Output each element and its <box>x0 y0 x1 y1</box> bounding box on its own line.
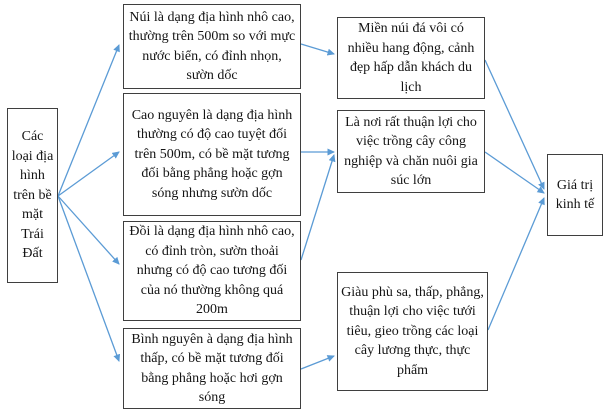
node-outcome-gia-tri-kinh-te: Giá trị kinh tế <box>547 154 603 236</box>
node-terrain-cao-nguyen: Cao nguyên là dạng địa hình thường có độ cao tuyệt đối trên 500m, có bề mặt tương đối bằng phẳng hoặc gợn sóng nhưng sườn dốc <box>123 93 301 216</box>
arrow-doi-to-trong-cay <box>301 155 334 260</box>
node-terrain-nui: Núi là dạng địa hình nhô cao, thường trên 500m so với mực nước biển, có đỉnh nhọn, sườn dốc <box>123 4 301 89</box>
arrow-trong-cay-to-gia-tri <box>485 152 544 193</box>
node-value-trong-cay: Là nơi rất thuận lợi cho việc trồng cây công nghiệp và chăn nuôi gia súc lớn <box>337 110 485 193</box>
node-value-phu-sa: Giàu phù sa, thấp, phẳng, thuận lợi cho việc tưới tiêu, gieo trồng các loại cây lương thực, thực phẩm <box>337 272 488 391</box>
arrow-phu-sa-to-gia-tri <box>488 198 544 330</box>
arrow-mien-nui-to-gia-tri <box>485 60 544 189</box>
arrow-root-to-doi <box>58 196 119 264</box>
node-value-mien-nui: Miền núi đá vôi có nhiều hang động, cảnh đẹp hấp dẫn khách du lịch <box>337 17 485 99</box>
node-root-terrain-types: Các loại địa hình trên bề mặt Trái Đất <box>7 108 58 283</box>
arrow-root-to-binh-nguyen <box>58 196 119 361</box>
node-terrain-doi: Đồi là dạng địa hình nhô cao, có đỉnh tròn, sườn thoải nhưng có độ cao tương đối của nó thường không quá 200m <box>123 221 301 321</box>
arrow-nui-to-mien-nui <box>301 44 334 54</box>
node-terrain-binh-nguyen: Bình nguyên à dạng địa hình thấp, có bề mặt tương đối bằng phẳng hoặc hơi gợn sóng <box>123 328 301 409</box>
arrow-binh-nguyen-to-phu-sa <box>301 356 334 369</box>
